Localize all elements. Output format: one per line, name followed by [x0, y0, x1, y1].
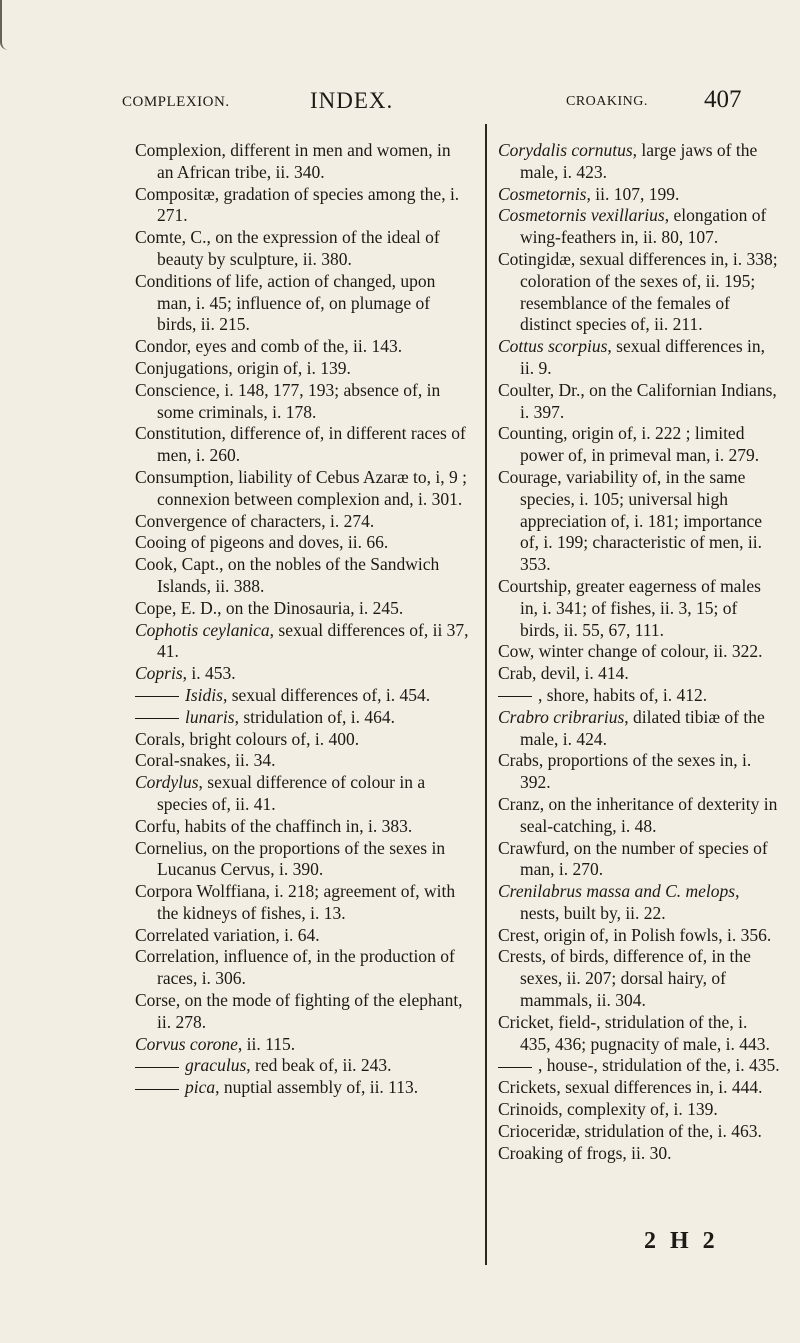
index-entry: [498, 576, 780, 641]
index-entry-text: Conscience, i. 148, 177, 193; absence of, in some criminals, i. 178.: [135, 379, 441, 422]
index-entry-text: Correlated variation, i. 64.: [135, 924, 320, 945]
index-entry: [135, 554, 471, 598]
index-entry: [135, 271, 471, 336]
index-entry-text: Cook, Capt., on the nobles of the Sandwich Islands, ii. 388.: [135, 554, 440, 596]
index-entry: [498, 946, 780, 1011]
index-entry: [135, 750, 471, 772]
index-entry-text: Counting, origin of, i. 222 ; limited power of, in primeval man, i. 279.: [498, 423, 760, 466]
index-entry-text: Convergence of characters, i. 274.: [135, 510, 375, 531]
index-entry: [135, 838, 471, 882]
index-entry-text: Cricket, field-, stridulation of the, i. 435, 436; pugnacity of male, i. 443.: [498, 1011, 770, 1054]
index-entry-text: Crest, origin of, in Polish fowls, i. 356.: [498, 924, 772, 945]
index-entry-text: Cope, E. D., on the Dinosauria, i. 245.: [135, 597, 404, 618]
index-entry: [135, 140, 471, 184]
index-entry-text: Consumption, liability of Cebus Azaræ to, i, 9 ; connexion between complexion and, i. 301.: [135, 466, 468, 509]
index-entry-text: Copris, i. 453.: [135, 663, 236, 684]
index-column-right: [498, 140, 780, 1164]
index-entry: [498, 838, 780, 882]
index-entry: [498, 641, 780, 663]
index-entry: [498, 249, 780, 336]
header-right-catchword: CROAKING.: [566, 94, 648, 109]
index-entry-text: Complexion, different in men and women, in an African tribe, ii. 340.: [135, 140, 451, 182]
index-entry-text: Cornelius, on the proportions of the sexes in Lucanus Cervus, i. 390.: [135, 837, 446, 880]
ditto-dash: [135, 718, 179, 719]
index-entry: [498, 794, 780, 838]
index-entry-text: Corse, on the mode of fighting of the elephant, ii. 278.: [135, 990, 463, 1032]
index-entry: [498, 1099, 780, 1121]
index-entry-text: Cow, winter change of colour, ii. 322.: [498, 641, 763, 662]
index-entry-text: Crab, devil, i. 414.: [498, 663, 629, 684]
ditto-dash: [498, 1067, 532, 1068]
index-entry-text: graculus, red beak of, ii. 243.: [185, 1055, 392, 1076]
index-entry: [135, 336, 471, 358]
ditto-dash: [135, 1089, 179, 1090]
index-entry: [135, 1055, 471, 1077]
index-entry: [135, 946, 471, 990]
ditto-dash: [135, 1067, 179, 1068]
index-entry: [135, 511, 471, 533]
index-entry-text: Coulter, Dr., on the Californian Indians, i. 397.: [498, 379, 777, 422]
index-entry: [135, 358, 471, 380]
index-entry-text: Conjugations, origin of, i. 139.: [135, 357, 351, 378]
signature-mark: 2 H 2: [644, 1228, 719, 1254]
index-entry: [135, 685, 471, 707]
index-entry: [498, 663, 780, 685]
index-entry-text: Constitution, difference of, in different races of men, i. 260.: [135, 423, 466, 466]
index-entry: [498, 380, 780, 424]
index-entry: [498, 1012, 780, 1056]
index-entry: [498, 925, 780, 947]
index-entry: [498, 685, 780, 707]
index-entry: [498, 336, 780, 380]
header-title: INDEX.: [310, 88, 394, 113]
index-entry: [498, 750, 780, 794]
index-entry-text: Cordylus, sexual difference of colour in a species of, ii. 41.: [135, 772, 426, 814]
index-entry-text: Comte, C., on the expression of the ideal of beauty by sculpture, ii. 380.: [135, 227, 440, 269]
index-entry: [135, 729, 471, 751]
index-entry-text: lunaris, stridulation of, i. 464.: [185, 706, 396, 727]
index-entry-text: Corpora Wolffiana, i. 218; agreement of, with the kidneys of fishes, i. 13.: [135, 881, 456, 923]
page-number: 407: [704, 86, 742, 113]
index-entry-text: Crabs, proportions of the sexes in, i. 392.: [498, 750, 752, 793]
index-entry-text: Crabro cribrarius, dilated tibiæ of the male, i. 424.: [498, 706, 765, 749]
index-entry-text: Courtship, greater eagerness of males in, i. 341; of fishes, ii. 3, 15; of birds, ii. 55, 67, 111.: [498, 575, 761, 640]
index-entry: [498, 1143, 780, 1165]
ditto-dash: [498, 696, 532, 697]
index-entry-text: Compositæ, gradation of species among the, i. 271.: [135, 183, 460, 226]
index-entry: [135, 532, 471, 554]
index-entry: [135, 1034, 471, 1056]
index-entry: [135, 467, 471, 511]
index-entry-text: Cophotis ceylanica, sexual differences of, ii 37, 41.: [135, 619, 469, 662]
index-entry-text: Crawfurd, on the number of species of man, i. 270.: [498, 837, 768, 880]
index-entry: [498, 1055, 780, 1077]
index-entry: [498, 205, 780, 249]
index-entry-text: Cooing of pigeons and doves, ii. 66.: [135, 532, 389, 553]
index-entry: [135, 990, 471, 1034]
index-entry: [135, 707, 471, 729]
index-entry: [498, 1121, 780, 1143]
index-entry-text: Corals, bright colours of, i. 400.: [135, 728, 360, 749]
index-entry-text: Isidis, sexual differences of, i. 454.: [185, 684, 431, 705]
index-entry-text: Crenilabrus massa and C. melops, nests, built by, ii. 22.: [498, 881, 740, 923]
index-entry-text: Crests, of birds, difference of, in the sexes, ii. 207; dorsal hairy, of mammals, ii. 304.: [498, 946, 751, 1011]
index-entry: [498, 1077, 780, 1099]
page-edge-mark: [0, 0, 16, 50]
index-entry-text: Cranz, on the inheritance of dexterity in seal-catching, i. 48.: [498, 793, 778, 836]
index-entry-text: Corfu, habits of the chaffinch in, i. 383.: [135, 815, 413, 836]
header-left-catchword: COMPLEXION.: [122, 94, 230, 110]
index-entry: [135, 184, 471, 228]
index-entry: [135, 620, 471, 664]
index-entry-text: Conditions of life, action of changed, upon man, i. 45; influence of, on plumage of birds, ii. 215.: [135, 270, 436, 335]
index-entry: [135, 380, 471, 424]
index-entry: [498, 140, 780, 184]
index-entry-text: Crinoids, complexity of, i. 139.: [498, 1099, 718, 1120]
index-entry: [498, 184, 780, 206]
column-divider: [485, 124, 487, 1265]
index-entry: [135, 598, 471, 620]
index-entry-text: Croaking of frogs, ii. 30.: [498, 1142, 672, 1163]
index-entry: [135, 925, 471, 947]
index-entry-text: Cosmetornis vexillarius, elongation of wing-feathers in, ii. 80, 107.: [498, 205, 767, 248]
index-entry: [498, 707, 780, 751]
index-entry: [135, 423, 471, 467]
index-entry-text: Corydalis cornutus, large jaws of the male, i. 423.: [498, 140, 758, 182]
index-entry: [498, 881, 780, 925]
index-entry-text: Cosmetornis, ii. 107, 199.: [498, 183, 680, 204]
index-entry: [135, 881, 471, 925]
index-entry: [135, 1077, 471, 1099]
index-entry-text: Correlation, influence of, in the production of races, i. 306.: [135, 946, 455, 989]
index-entry: [135, 663, 471, 685]
index-entry-text: pica, nuptial assembly of, ii. 113.: [185, 1077, 419, 1098]
index-entry-text: Cottus scorpius, sexual differences in, ii. 9.: [498, 336, 766, 378]
index-entry-text: Crickets, sexual differences in, i. 444.: [498, 1077, 763, 1098]
index-entry: [135, 816, 471, 838]
index-entry-text: Coral-snakes, ii. 34.: [135, 750, 276, 771]
index-entry-text: , house-, stridulation of the, i. 435.: [538, 1055, 780, 1076]
index-entry-text: Corvus corone, ii. 115.: [135, 1033, 296, 1054]
index-entry-text: Courage, variability of, in the same species, i. 105; universal high appreciation of, i. 181; importance of, i. 199; characteristic of men, ii. 353.: [498, 466, 763, 575]
index-entry: [498, 423, 780, 467]
ditto-dash: [135, 696, 179, 697]
index-entry-text: Condor, eyes and comb of the, ii. 143.: [135, 336, 403, 357]
index-entry: [498, 467, 780, 576]
index-entry-text: Crioceridæ, stridulation of the, i. 463.: [498, 1120, 762, 1141]
index-entry: [135, 772, 471, 816]
index-entry-text: , shore, habits of, i. 412.: [538, 684, 708, 705]
running-header: [0, 84, 800, 124]
index-entry-text: Cotingidæ, sexual differences in, i. 338; coloration of the sexes of, ii. 195; resemblance of the females of distinct species of, ii. 211.: [498, 248, 778, 335]
index-entry: [135, 227, 471, 271]
index-column-left: [135, 140, 471, 1099]
